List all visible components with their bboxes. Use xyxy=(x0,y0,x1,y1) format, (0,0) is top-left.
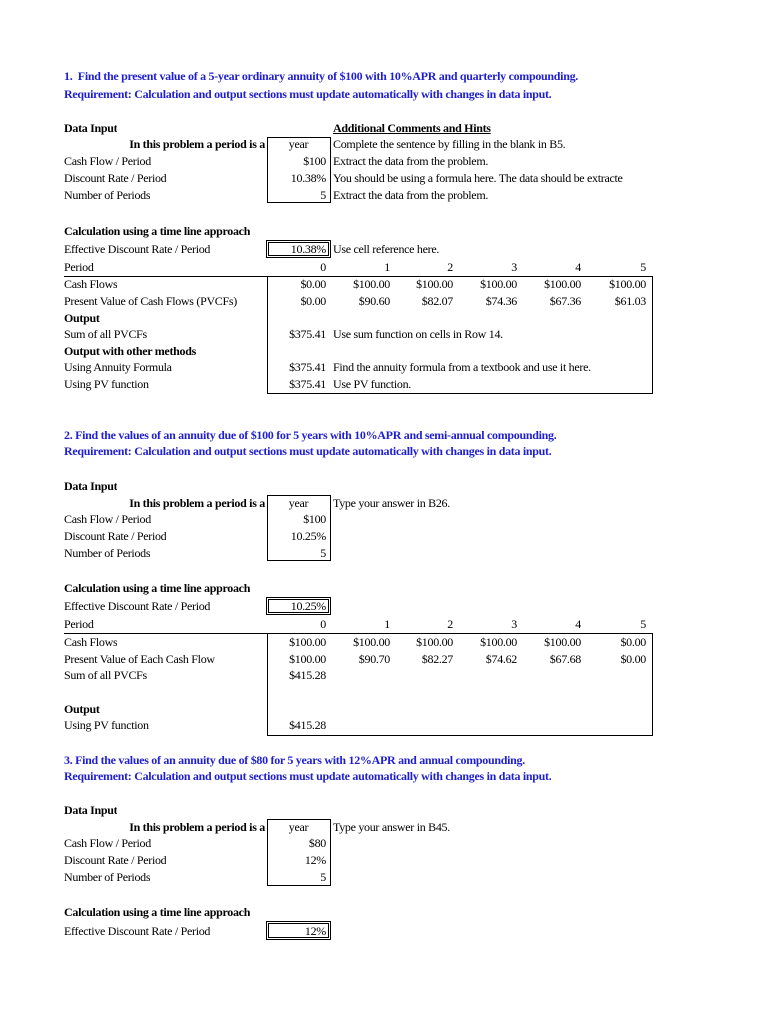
period-row-label: Period xyxy=(64,617,94,631)
cash-flow-value: $100.00 xyxy=(544,277,581,291)
output-heading: Output xyxy=(64,702,100,716)
sum-pvcfs-hint: Use sum function on cells in Row 14. xyxy=(333,327,503,341)
num-periods-cell[interactable]: 5 xyxy=(320,870,326,884)
hints-heading: Additional Comments and Hints xyxy=(333,121,491,135)
cash-flow-value: $100.00 xyxy=(480,635,517,649)
period-cell: 3 xyxy=(511,617,517,631)
pv-value: $61.03 xyxy=(614,294,646,308)
period-unit-label: In this problem a period is a xyxy=(129,137,265,151)
data-input-heading: Data Input xyxy=(64,803,118,817)
cash-flow-hint: Extract the data from the problem. xyxy=(333,154,489,168)
cash-flow-cell[interactable]: $100 xyxy=(303,512,326,526)
pv-function-label: Using PV function xyxy=(64,718,149,732)
effective-rate-cell: 12% xyxy=(304,924,326,938)
period-cell: 1 xyxy=(384,260,390,274)
effective-rate-cell: 10.38% xyxy=(290,242,326,256)
pv-function-value: $415.28 xyxy=(289,718,326,732)
period-unit-hint: Complete the sentence by filling in the blank in B5. xyxy=(333,137,566,151)
sum-pvcfs-label: Sum of all PVCFs xyxy=(64,327,147,341)
period-unit-hint: Type your answer in B26. xyxy=(333,496,450,510)
period-unit-label: In this problem a period is a xyxy=(129,820,265,834)
num-periods-label: Number of Periods xyxy=(64,870,151,884)
other-methods-heading: Output with other methods xyxy=(64,344,196,358)
pv-function-hint: Use PV function. xyxy=(333,377,411,391)
pv-row-label: Present Value of Cash Flows (PVCFs) xyxy=(64,294,237,308)
problem-1-requirement: Requirement: Calculation and output sections must update automatically with changes in data input. xyxy=(64,87,552,101)
pv-value: $67.68 xyxy=(549,652,581,666)
period-unit-hint: Type your answer in B45. xyxy=(333,820,450,834)
period-cell: 0 xyxy=(320,260,326,274)
discount-rate-label: Discount Rate / Period xyxy=(64,171,167,185)
cash-flow-value: $100.00 xyxy=(480,277,517,291)
problem-1-title: 1. Find the present value of a 5-year ordinary annuity of $100 with 10%APR and quarterly compounding. xyxy=(64,69,578,83)
discount-rate-label: Discount Rate / Period xyxy=(64,853,167,867)
sum-pvcfs-value: $375.41 xyxy=(289,327,326,341)
cash-flow-label: Cash Flow / Period xyxy=(64,512,151,526)
period-cell: 2 xyxy=(447,617,453,631)
cash-flow-value: $100.00 xyxy=(353,277,390,291)
annuity-formula-hint: Find the annuity formula from a textbook and use it here. xyxy=(333,360,591,374)
discount-rate-label: Discount Rate / Period xyxy=(64,529,167,543)
period-cell: 4 xyxy=(575,260,581,274)
discount-rate-hint: You should be using a formula here. The data should be extracte xyxy=(333,171,623,185)
period-unit-label: In this problem a period is a xyxy=(129,496,265,510)
pv-value: $82.07 xyxy=(421,294,453,308)
period-cell: 1 xyxy=(384,617,390,631)
pv-value: $90.70 xyxy=(358,652,390,666)
num-periods-cell[interactable]: 5 xyxy=(320,546,326,560)
effective-rate-label: Effective Discount Rate / Period xyxy=(64,242,211,256)
calculation-heading: Calculation using a time line approach xyxy=(64,224,251,238)
pv-value: $82.27 xyxy=(421,652,453,666)
discount-rate-cell[interactable]: 12% xyxy=(304,853,326,867)
pv-value: $0.00 xyxy=(300,294,326,308)
effective-rate-hint: Use cell reference here. xyxy=(333,242,440,256)
period-unit-cell[interactable]: year xyxy=(288,820,309,834)
annuity-formula-label: Using Annuity Formula xyxy=(64,360,172,374)
pv-function-label: Using PV function xyxy=(64,377,149,391)
pv-value: $74.36 xyxy=(485,294,517,308)
num-periods-hint: Extract the data from the problem. xyxy=(333,188,489,202)
period-unit-cell[interactable]: year xyxy=(288,137,309,151)
period-cell: 4 xyxy=(575,617,581,631)
calculation-heading: Calculation using a time line approach xyxy=(64,905,251,919)
problem-3-title: 3. Find the values of an annuity due of $80 for 5 years with 12%APR and annual compounding. xyxy=(64,753,525,767)
period-cell: 5 xyxy=(640,617,646,631)
cash-flow-value: $0.00 xyxy=(620,635,646,649)
num-periods-label: Number of Periods xyxy=(64,546,151,560)
cash-flow-label: Cash Flow / Period xyxy=(64,154,151,168)
problem-3-requirement: Requirement: Calculation and output sections must update automatically with changes in data input. xyxy=(64,769,552,783)
calculation-heading: Calculation using a time line approach xyxy=(64,581,251,595)
cash-flow-label: Cash Flow / Period xyxy=(64,836,151,850)
data-input-heading: Data Input xyxy=(64,479,118,493)
cash-flows-row-label: Cash Flows xyxy=(64,635,118,649)
pv-value: $100.00 xyxy=(289,652,326,666)
pv-value: $0.00 xyxy=(620,652,646,666)
num-periods-cell[interactable]: 5 xyxy=(320,188,326,202)
cash-flow-cell[interactable]: $100 xyxy=(303,154,326,168)
cash-flow-value: $100.00 xyxy=(416,277,453,291)
annuity-formula-value: $375.41 xyxy=(289,360,326,374)
cash-flow-value: $100.00 xyxy=(353,635,390,649)
effective-rate-label: Effective Discount Rate / Period xyxy=(64,599,211,613)
problem-2-title: 2. Find the values of an annuity due of $100 for 5 years with 10%APR and semi-annual compounding. xyxy=(64,428,557,442)
period-row-label: Period xyxy=(64,260,94,274)
period-cell: 2 xyxy=(447,260,453,274)
discount-rate-cell[interactable]: 10.25% xyxy=(290,529,326,543)
sum-pvcfs-label: Sum of all PVCFs xyxy=(64,668,147,682)
sum-pvcfs-value: $415.28 xyxy=(289,668,326,682)
period-cell: 5 xyxy=(640,260,646,274)
cash-flow-value: $0.00 xyxy=(300,277,326,291)
num-periods-label: Number of Periods xyxy=(64,188,151,202)
cash-flow-value: $100.00 xyxy=(609,277,646,291)
cash-flow-value: $100.00 xyxy=(289,635,326,649)
period-unit-cell[interactable]: year xyxy=(288,496,309,510)
pv-value: $90.60 xyxy=(358,294,390,308)
output-heading: Output xyxy=(64,311,100,325)
effective-rate-cell: 10.25% xyxy=(290,599,326,613)
period-cell: 0 xyxy=(320,617,326,631)
pv-value: $74.62 xyxy=(485,652,517,666)
pv-row-label: Present Value of Each Cash Flow xyxy=(64,652,215,666)
cash-flows-row-label: Cash Flows xyxy=(64,277,118,291)
discount-rate-cell[interactable]: 10.38% xyxy=(290,171,326,185)
cash-flow-cell[interactable]: $80 xyxy=(308,836,326,850)
problem-2-requirement: Requirement: Calculation and output sections must update automatically with changes in data input. xyxy=(64,444,552,458)
cash-flow-value: $100.00 xyxy=(416,635,453,649)
pv-value: $67.36 xyxy=(549,294,581,308)
cash-flow-value: $100.00 xyxy=(544,635,581,649)
period-cell: 3 xyxy=(511,260,517,274)
effective-rate-label: Effective Discount Rate / Period xyxy=(64,924,211,938)
data-input-heading: Data Input xyxy=(64,121,118,135)
pv-function-value: $375.41 xyxy=(289,377,326,391)
